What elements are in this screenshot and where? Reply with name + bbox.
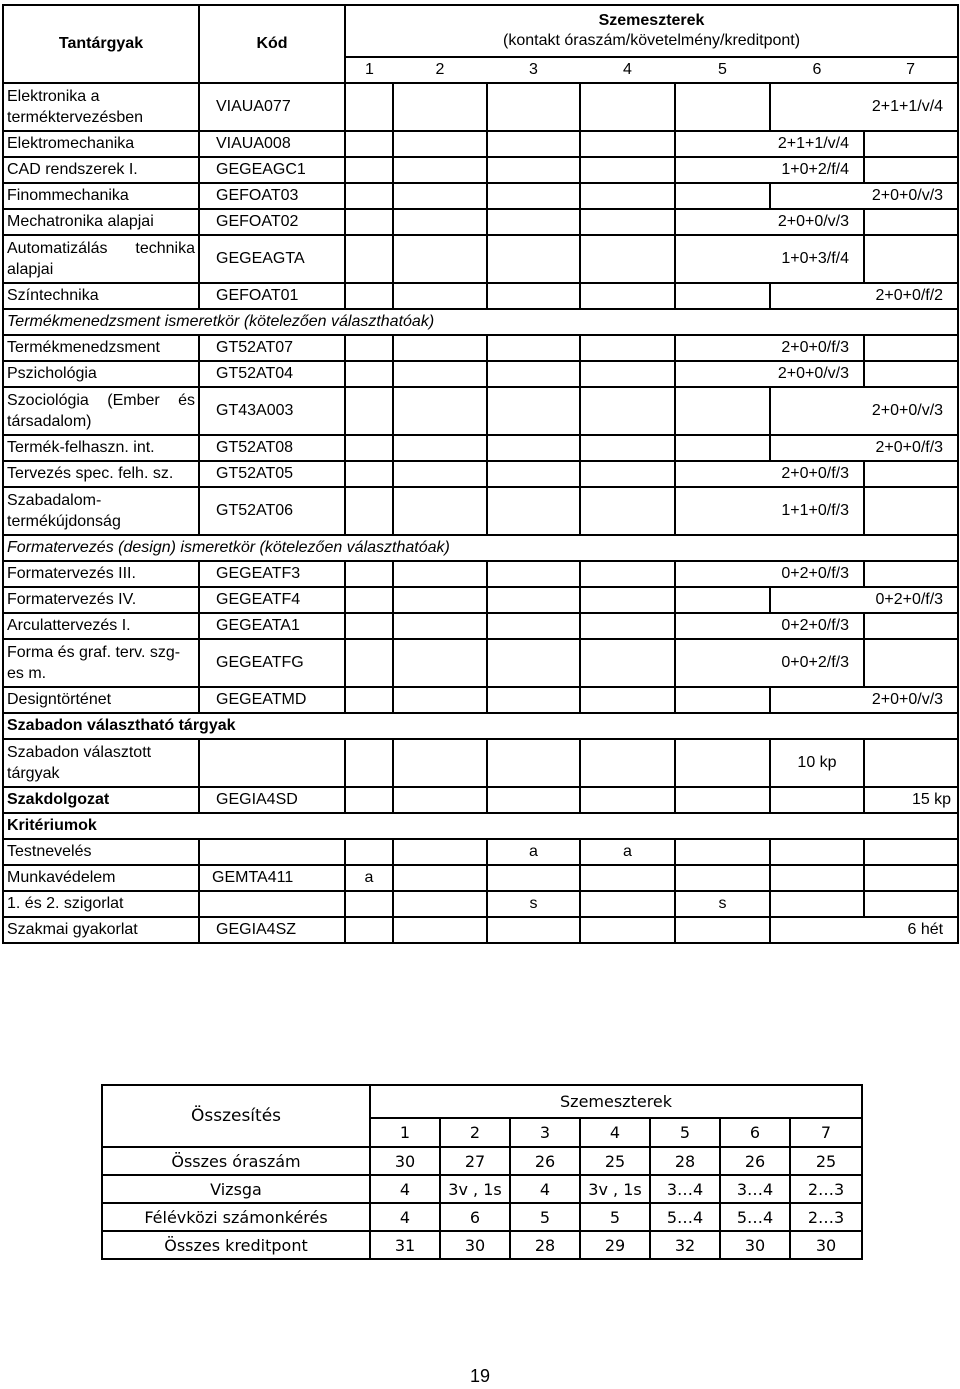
subject-name: Elektronika a terméktervezésben (3, 83, 199, 131)
summary-table (101, 1084, 863, 1260)
summary-semester-number: 4 (580, 1118, 650, 1147)
subject-value: 0+2+0/f/3 (770, 587, 958, 613)
subject-value: 0+2+0/f/3 (675, 561, 864, 587)
summary-cell: 32 (650, 1231, 720, 1259)
subject-name: Szakmai gyakorlat (3, 917, 199, 943)
summary-cell: 2…3 (790, 1203, 862, 1231)
subject-name: Designtörténet (3, 687, 199, 713)
semesters-subtitle: (kontakt óraszám/követelmény/kreditpont) (503, 32, 801, 49)
summary-cell: 30 (440, 1231, 510, 1259)
summary-cell: 31 (370, 1231, 440, 1259)
subject-name: Formatervezés IV. (3, 587, 199, 613)
semester-cell: a (345, 865, 393, 891)
summary-cell: 3v , 1s (580, 1175, 650, 1203)
subject-name: Szabadon választott tárgyak (3, 739, 199, 787)
summary-cell: 29 (580, 1231, 650, 1259)
semester-number: 2 (435, 61, 445, 78)
summary-cell: 4 (370, 1175, 440, 1203)
subject-name: Tervezés spec. felh. sz. (3, 461, 199, 487)
semester-number: 5 (718, 61, 727, 78)
table-row (3, 183, 958, 209)
table-row (3, 687, 958, 713)
subject-value: 2+0+0/v/3 (770, 687, 958, 713)
subject-code: GEGIA4SD (199, 787, 345, 813)
subject-name: Színtechnika (3, 283, 199, 309)
summary-cell: 27 (440, 1147, 510, 1175)
table-row (3, 839, 958, 865)
subject-name: Elektromechanika (3, 131, 199, 157)
table-row (3, 131, 958, 157)
summary-cell: 25 (790, 1147, 862, 1175)
table-row (3, 587, 958, 613)
semester-number: 3 (529, 61, 538, 78)
subject-code: GT52AT05 (199, 461, 345, 487)
subject-value: 6 hét (770, 917, 958, 943)
table-row (3, 917, 958, 943)
subject-value: 2+1+1/v/4 (770, 83, 958, 131)
subject-name: Pszichológia (3, 361, 199, 387)
subject-code: GEGEATA1 (199, 613, 345, 639)
subject-value: 2+0+0/f/3 (770, 435, 958, 461)
subject-value: 2+0+0/v/3 (675, 209, 864, 235)
summary-semesters-title: Szemeszterek (370, 1085, 862, 1118)
table-row (3, 461, 958, 487)
subject-value: 2+1+1/v/4 (675, 131, 864, 157)
table-row (3, 639, 958, 687)
subject-name: Formatervezés III. (3, 561, 199, 587)
subject-name: Forma és graf. terv. szg-es m. (3, 639, 199, 687)
semester-cell: a (580, 839, 675, 865)
summary-title: Összesítés (102, 1085, 370, 1147)
subject-value: 10 kp (770, 739, 864, 787)
summary-cell: 30 (720, 1231, 790, 1259)
semester-number: 6 (812, 61, 822, 78)
semester-cell: s (675, 891, 770, 917)
subject-code: GEGEAGTA (199, 235, 345, 283)
subject-name: Termékmenedzsment (3, 335, 199, 361)
subject-code: GT52AT08 (199, 435, 345, 461)
summary-cell: 28 (650, 1147, 720, 1175)
summary-row-label: Összes kreditpont (102, 1231, 370, 1259)
subject-code: GEGEATFG (199, 639, 345, 687)
section-heading: Szabadon választható tárgyak (3, 713, 958, 739)
summary-cell: 26 (510, 1147, 580, 1175)
table-row (3, 487, 958, 535)
summary-row (102, 1147, 862, 1175)
subject-code: GT52AT06 (199, 487, 345, 535)
subject-name: Szakdolgozat (3, 787, 199, 813)
subject-code: GEFOAT03 (199, 183, 345, 209)
subject-value: 1+0+3/f/4 (675, 235, 864, 283)
subject-value: 15 kp (864, 787, 958, 813)
summary-row (102, 1231, 862, 1259)
summary-cell: 28 (510, 1231, 580, 1259)
summary-cell: 25 (580, 1147, 650, 1175)
subject-value: 2+0+0/f/3 (675, 461, 864, 487)
subject-code: VIAUA077 (199, 83, 345, 131)
subject-name: Automatizálás technika alapjai (3, 235, 199, 283)
subject-code: GEGIA4SZ (199, 917, 345, 943)
table-row (3, 739, 958, 787)
section-heading: Formatervezés (design) ismeretkör (kötelezően választhatóak) (3, 535, 958, 561)
summary-semester-number: 2 (440, 1118, 510, 1147)
subject-code: GEGEATF4 (199, 587, 345, 613)
subject-value: 2+0+0/f/2 (770, 283, 958, 309)
summary-cell: 6 (440, 1203, 510, 1231)
table-row (3, 787, 958, 813)
subject-code: GEGEAGC1 (199, 157, 345, 183)
subject-value: 2+0+0/f/3 (675, 335, 864, 361)
table-row (3, 613, 958, 639)
subject-code: GEFOAT01 (199, 283, 345, 309)
summary-cell: 5 (580, 1203, 650, 1231)
semester-number: 7 (864, 57, 958, 83)
table-row (3, 235, 958, 283)
summary-cell: 3…4 (650, 1175, 720, 1203)
summary-semester-number: 6 (720, 1118, 790, 1147)
subject-code: GEMTA411 (199, 865, 345, 891)
page-number: 19 (469, 1366, 491, 1386)
subject-value: 1+1+0/f/3 (675, 487, 864, 535)
subject-name: Termék-felhaszn. int. (3, 435, 199, 461)
subject-code: GT52AT04 (199, 361, 345, 387)
subject-code: GEGEATF3 (199, 561, 345, 587)
summary-cell: 3v , 1s (440, 1175, 510, 1203)
subject-value: 2+0+0/v/3 (770, 387, 958, 435)
subject-name: Szociológia (Ember és társadalom) (3, 387, 199, 435)
summary-semester-number: 1 (370, 1118, 440, 1147)
summary-row-label: Vizsga (102, 1175, 370, 1203)
subject-code: GT43A003 (199, 387, 345, 435)
summary-row (102, 1203, 862, 1231)
table-row (3, 561, 958, 587)
summary-cell: 5…4 (720, 1203, 790, 1231)
summary-cell: 5 (510, 1203, 580, 1231)
summary-semester-number: 3 (510, 1118, 580, 1147)
summary-row (102, 1175, 862, 1203)
header-code: Kód (199, 5, 345, 83)
curriculum-table (2, 4, 959, 944)
summary-cell: 26 (720, 1147, 790, 1175)
table-row (3, 435, 958, 461)
header-semesters (345, 5, 958, 57)
subject-name: CAD rendszerek I. (3, 157, 199, 183)
table-row (3, 387, 958, 435)
semesters-title: Szemeszterek (598, 12, 705, 29)
subject-value: 1+0+2/f/4 (675, 157, 864, 183)
subject-code: GEFOAT02 (199, 209, 345, 235)
subject-code: VIAUA008 (199, 131, 345, 157)
summary-cell: 2…3 (790, 1175, 862, 1203)
summary-row-label: Félévközi számonkérés (102, 1203, 370, 1231)
subject-name: Testnevelés (3, 839, 199, 865)
semester-number: 4 (623, 61, 632, 78)
subject-name: Arculattervezés I. (3, 613, 199, 639)
summary-cell: 5…4 (650, 1203, 720, 1231)
summary-cell: 4 (510, 1175, 580, 1203)
section-heading: Kritériumok (3, 813, 958, 839)
summary-cell: 30 (790, 1231, 862, 1259)
semester-cell: s (487, 891, 580, 917)
table-row (3, 283, 958, 309)
summary-semester-number: 7 (790, 1118, 862, 1147)
subject-name: Finommechanika (3, 183, 199, 209)
header-subjects: Tantárgyak (3, 5, 199, 83)
table-row (3, 209, 958, 235)
subject-value: 2+0+0/v/3 (770, 183, 958, 209)
table-row (3, 335, 958, 361)
table-row (3, 865, 958, 891)
table-row (3, 891, 958, 917)
subject-name: Mechatronika alapjai (3, 209, 199, 235)
subject-value: 0+2+0/f/3 (675, 613, 864, 639)
semester-number: 1 (345, 57, 393, 83)
semester-cell: a (487, 839, 580, 865)
table-row (3, 157, 958, 183)
table-row (3, 361, 958, 387)
summary-cell: 3…4 (720, 1175, 790, 1203)
summary-cell: 30 (370, 1147, 440, 1175)
summary-row-label: Összes óraszám (102, 1147, 370, 1175)
table-row (3, 83, 958, 131)
subject-code: GT52AT07 (199, 335, 345, 361)
subject-name: Szabadalom- termékújdonság (3, 487, 199, 535)
subject-code: GEGEATMD (199, 687, 345, 713)
subject-name: Munkavédelem (3, 865, 199, 891)
subject-name: 1. és 2. szigorlat (3, 891, 199, 917)
summary-semester-number: 5 (650, 1118, 720, 1147)
summary-cell: 4 (370, 1203, 440, 1231)
section-heading: Termékmenedzsment ismeretkör (kötelezően választhatóak) (3, 309, 958, 335)
subject-value: 0+0+2/f/3 (675, 639, 864, 687)
subject-value: 2+0+0/v/3 (675, 361, 864, 387)
